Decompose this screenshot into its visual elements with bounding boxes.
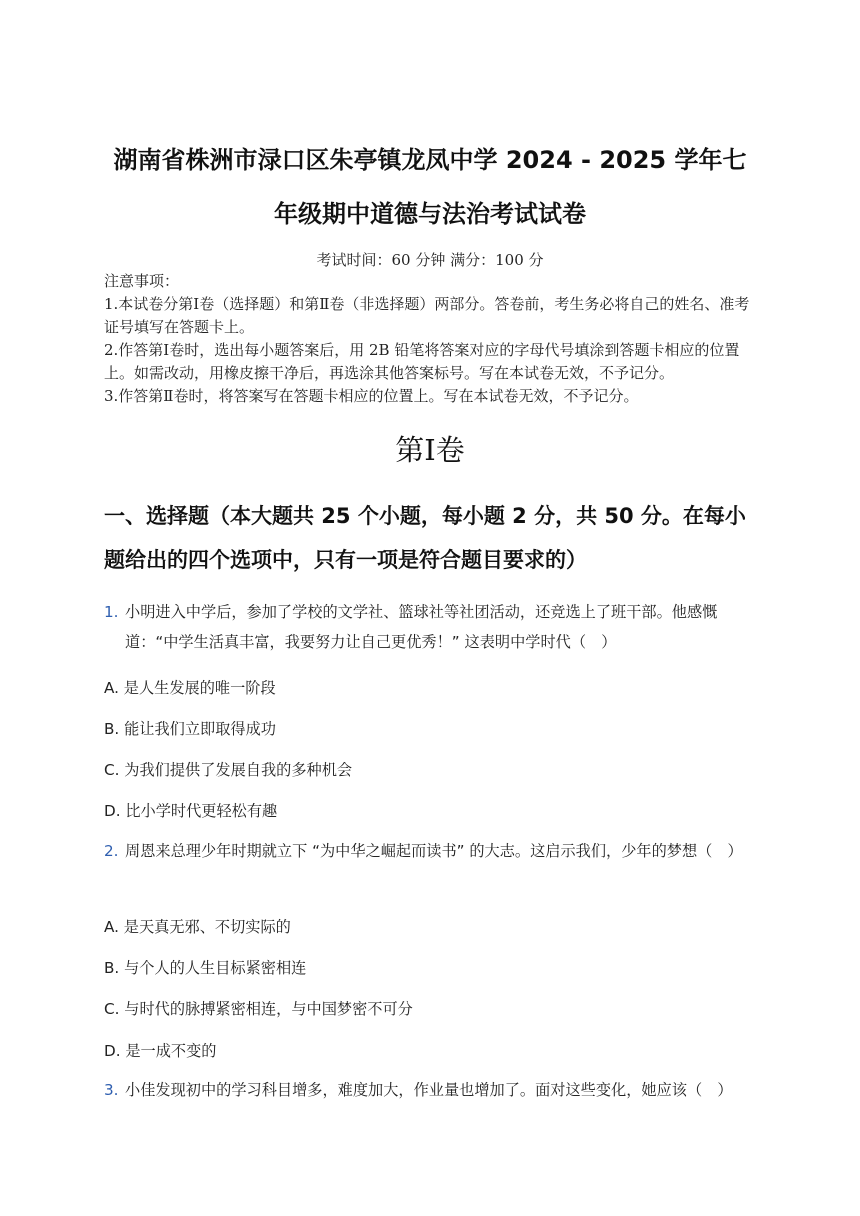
question-number: 1. [104, 603, 119, 621]
option-b: B. 能让我们立即取得成功 [104, 720, 276, 738]
section-heading: 一、选择题（本大题共 25 个小题，每小题 2 分，共 50 分。在每小题给出的四个选项中，只有一项是符合题目要求的） [104, 504, 746, 572]
option-b: B. 与个人的人生目标紧密相连 [104, 959, 307, 977]
exam-title-line-2: 年级期中道德与法治考试试卷 [274, 200, 586, 228]
volume-title: 第Ⅰ卷 [395, 433, 465, 467]
option-a: A. 是天真无邪、不切实际的 [104, 918, 291, 936]
option-c: C. 为我们提供了发展自我的多种机会 [104, 761, 353, 779]
question-stem: 周恩来总理少年时期就立下 “为中华之崛起而读书” 的大志。这启示我们，少年的梦想（ ） [125, 842, 743, 860]
question-3 [104, 1075, 754, 1105]
question-stem: 小明进入中学后，参加了学校的文学社、篮球社等社团活动，还竞选上了班干部。他感慨道：“中学生活真丰富，我要努力让自己更优秀！” 这表明中学时代（ ） [125, 603, 718, 651]
option-d: D. 是一成不变的 [104, 1042, 217, 1060]
option-c: C. 与时代的脉搏紧密相连，与中国梦密不可分 [104, 1000, 413, 1018]
notice-heading: 注意事项： [104, 272, 180, 290]
exam-title-line-1: 湖南省株洲市渌口区朱亭镇龙凤中学 2024 - 2025 学年七 [113, 146, 747, 174]
question-number: 3. [104, 1081, 119, 1099]
notice-block [104, 270, 754, 408]
exam-info: 考试时间：60 分钟 满分：100 分 [316, 251, 544, 269]
question-stem: 小佳发现初中的学习科目增多，难度加大，作业量也增加了。面对这些变化，她应该（ ） [125, 1081, 733, 1099]
option-a: A. 是人生发展的唯一阶段 [104, 679, 276, 697]
notice-item: 1.本试卷分第Ⅰ卷（选择题）和第Ⅱ卷（非选择题）两部分。答卷前，考生务必将自己的姓名、准考证号填写在答题卡上。 [104, 295, 750, 336]
notice-item: 3.作答第Ⅱ卷时，将答案写在答题卡相应的位置上。写在本试卷无效，不予记分。 [104, 387, 639, 405]
option-d: D. 比小学时代更轻松有趣 [104, 802, 278, 820]
question-1 [104, 597, 754, 657]
notice-item: 2.作答第Ⅰ卷时，选出每小题答案后，用 2B 铅笔将答案对应的字母代号填涂到答题卡相应的位置上。如需改动，用橡皮擦干净后，再选涂其他答案标号。写在本试卷无效，不予记分。 [104, 341, 740, 382]
question-2 [104, 836, 754, 866]
question-number: 2. [104, 842, 119, 860]
